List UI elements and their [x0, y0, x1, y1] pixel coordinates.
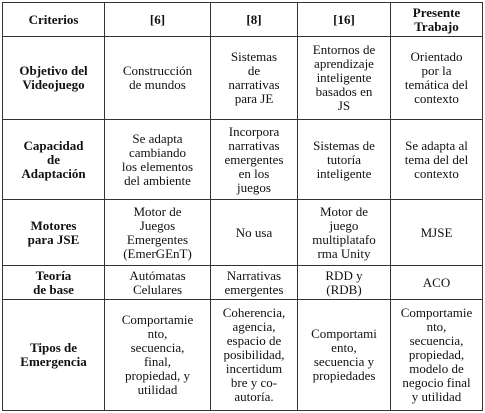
row-label: Teoría de base [3, 266, 105, 300]
row-label: Tipos de Emergencia [3, 300, 105, 411]
table-cell: Construcción de mundos [105, 37, 211, 120]
table-cell: Motor de Juegos Emergentes (EmerGEnT) [105, 200, 211, 266]
row-label: Capacidad de Adaptación [3, 120, 105, 200]
table-cell: Sistemas de tutoría inteligente [298, 120, 391, 200]
table-row-objetivo [3, 37, 483, 120]
table-cell: MJSE [391, 200, 483, 266]
header-criterios: Criterios [3, 3, 105, 37]
table-row-capacidad [3, 120, 483, 200]
table-cell: No usa [211, 200, 298, 266]
row-label: Motores para JSE [3, 200, 105, 266]
table-cell: Comportamie nto, secuencia, final, propiedad, y utilidad [105, 300, 211, 411]
table-cell: Autómatas Celulares [105, 266, 211, 300]
table-cell: Entornos de aprendizaje inteligente basados en JS [298, 37, 391, 120]
table-cell: Comportamie nto, secuencia, propiedad, modelo de negocio final y utilidad [391, 300, 483, 411]
table-row-tipos [3, 300, 483, 411]
table-cell: Se adapta cambiando los elementos del ambiente [105, 120, 211, 200]
header-presente-trabajo: Presente Trabajo [391, 3, 483, 37]
header-ref-16: [16] [298, 3, 391, 37]
table-cell: Coherencia, agencia, espacio de posibilidad, incertidum bre y co- autoría. [211, 300, 298, 411]
table-cell: RDD y (RDB) [298, 266, 391, 300]
table-header-row [3, 3, 483, 37]
table-cell: Narrativas emergentes [211, 266, 298, 300]
table-cell: Motor de juego multiplatafo rma Unity [298, 200, 391, 266]
table-cell: Sistemas de narrativas para JE [211, 37, 298, 120]
table-row-teoria [3, 266, 483, 300]
table-cell: Se adapta al tema del del contexto [391, 120, 483, 200]
table-row-motores [3, 200, 483, 266]
table-cell: Orientado por la temática del contexto [391, 37, 483, 120]
comparison-table [2, 2, 483, 411]
table-cell: Incorpora narrativas emergentes en los juegos [211, 120, 298, 200]
row-label: Objetivo del Videojuego [3, 37, 105, 120]
table-cell: Comportami ento, secuencia y propiedades [298, 300, 391, 411]
table-cell: ACO [391, 266, 483, 300]
header-ref-8: [8] [211, 3, 298, 37]
header-ref-6: [6] [105, 3, 211, 37]
